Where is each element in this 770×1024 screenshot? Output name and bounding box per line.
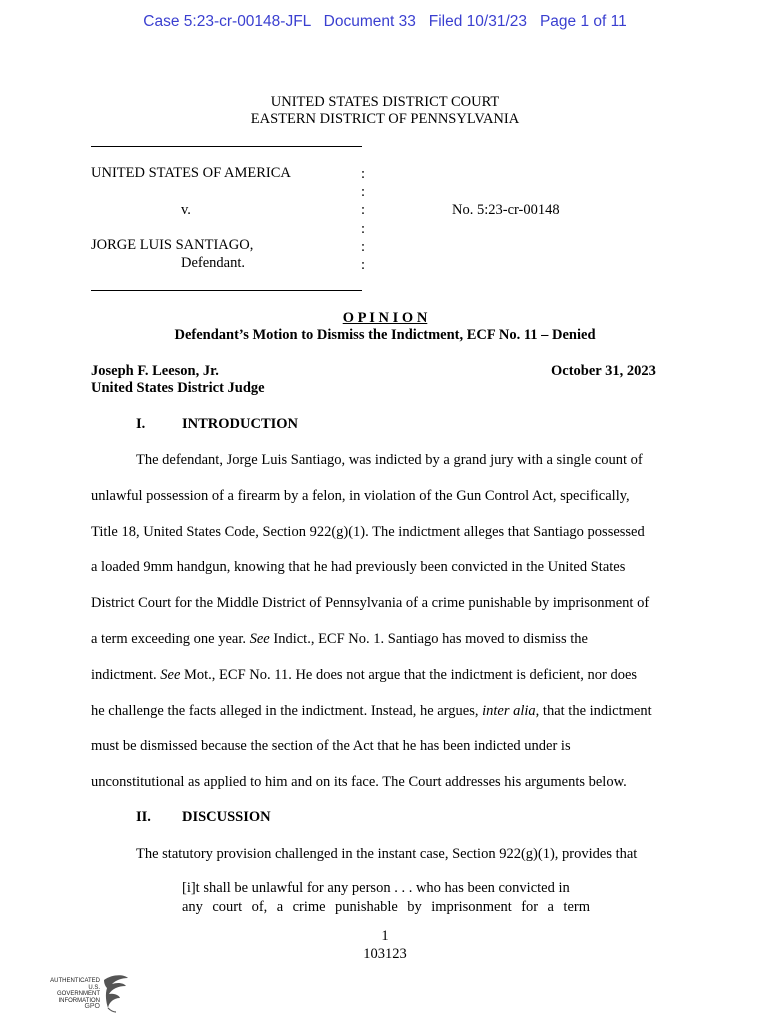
section-1-number: I. [136,416,146,432]
quote-line: any court of, a crime punishable by imprisonment for a term [182,899,590,915]
header-filed: Filed 10/31/23 [428,13,528,30]
quote-line: [i]t shall be unlawful for any person . . . who has been convicted in [182,880,570,896]
paragraph-line: unconstitutional as applied to him and on its face. The Court addresses his arguments below. [91,774,627,791]
text-run: Indict., ECF No. 1. Santiago has moved to dismiss the [269,630,588,647]
citation-signal: See [160,666,181,683]
filing-header [0,13,770,31]
caption-colon: : [361,220,366,237]
logo-text [44,978,100,1011]
logo-line: AUTHENTICATED [50,978,100,984]
caption-colon: : [361,257,366,274]
text-run: indictment. [91,666,161,683]
header-page: Page 1 of 11 [539,13,627,30]
section-2-number: II. [136,809,151,825]
paragraph-line: unlawful possession of a firearm by a felon, in violation of the Gun Control Act, specifically, [91,487,630,504]
caption-colon: : [361,238,366,255]
text-run: Mot., ECF No. 11. He does not argue that the indictment is deficient, nor does [180,666,638,683]
introduction-paragraph [91,443,681,801]
opinion-subtitle: Defendant’s Motion to Dismiss the Indictment, ECF No. 11 – Denied [174,327,596,343]
court-line-2: EASTERN DISTRICT OF PENNSYLVANIA [250,111,520,127]
section-2-title: DISCUSSION [182,809,271,825]
caption-case-number: No. 5:23-cr-00148 [452,202,560,218]
header-document: Document 33 [323,13,416,30]
caption-colon: : [361,184,366,201]
opinion-title: O P I N I O N [342,310,428,326]
caption-colon: : [361,166,366,182]
text-run: he challenge the facts alleged in the indictment. Instead, he argues, [91,702,483,719]
latin-phrase: inter alia [482,702,536,719]
paragraph-line [91,694,681,730]
text-run: , that the indictment [535,702,652,719]
page-footer [0,927,770,963]
citation-signal: See [249,630,270,647]
paragraph-line: Title 18, United States Code, Section 922(g)(1). The indictment alleges that Santiago possessed [91,523,645,540]
footer-code: 103123 [363,946,407,962]
caption-versus: v. [181,202,191,218]
paragraph-line: a loaded 9mm handgun, knowing that he had previously been convicted in the United States [91,559,626,576]
statute-quote [182,879,590,917]
discussion-line: The statutory provision challenged in the instant case, Section 922(g)(1), provides that [136,846,638,862]
paragraph-line: The defendant, Jorge Luis Santiago, was indicted by a grand jury with a single count of [136,452,643,468]
paragraph-line [91,658,681,694]
caption-rule-top [91,146,362,147]
court-name [0,94,770,128]
caption-colon: : [361,202,366,219]
caption-rule-bottom [91,290,362,291]
caption-defendant-role: Defendant. [181,255,246,271]
logo-line: INFORMATION [58,997,100,1004]
paragraph-line: District Court for the Middle District of Pennsylvania of a crime punishable by imprisonment of [91,595,650,612]
paragraph-line: must be dismissed because the section of the Act that he has been indicted under is [91,738,571,755]
eagle-icon [100,972,130,1014]
judge-title: United States District Judge [91,380,265,396]
caption-defendant-name: JORGE LUIS SANTIAGO, [91,237,254,253]
page-number: 1 [381,928,389,944]
header-case: Case 5:23-cr-00148-JFL [143,13,311,30]
court-line-1: UNITED STATES DISTRICT COURT [270,94,500,110]
text-run: a term exceeding one year. [91,630,250,647]
judge-name: Joseph F. Leeson, Jr. [91,363,219,379]
paragraph-line [91,622,681,658]
gpo-authentication-logo [44,972,134,1016]
caption-colons [361,165,365,274]
logo-gpo: GPO [84,1003,100,1010]
opinion-date: October 31, 2023 [551,363,656,379]
caption-plaintiff: UNITED STATES OF AMERICA [91,165,291,181]
section-1-title: INTRODUCTION [182,416,299,432]
logo-line: U.S. GOVERNMENT [56,984,100,997]
